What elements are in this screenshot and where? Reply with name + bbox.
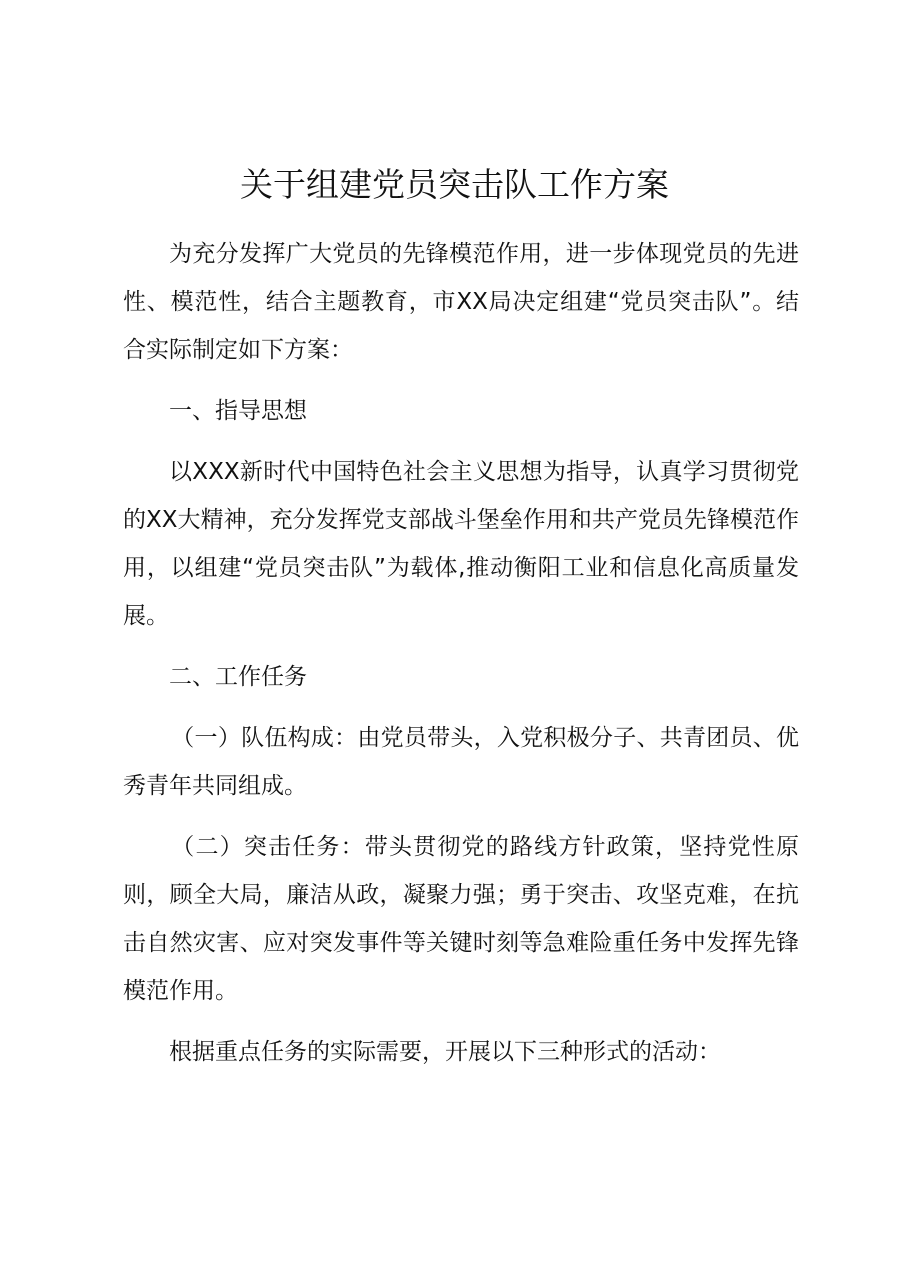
activities-intro-paragraph: 根据重点任务的实际需要，开展以下三种形式的活动： bbox=[169, 1039, 721, 1065]
paragraph-gap bbox=[123, 1015, 799, 1028]
paragraph-gap bbox=[123, 701, 799, 714]
section-heading-work-tasks: 二、工作任务 bbox=[169, 664, 307, 690]
document-body bbox=[123, 230, 799, 1076]
paragraph-gap bbox=[123, 374, 799, 387]
paragraph-gap bbox=[123, 640, 799, 653]
guiding-ideology-paragraph: 以XXX新时代中国特色社会主义思想为指导，认真学习贯彻党的XX大精神，充分发挥党支部战斗堡垒作用和共产党员先锋模范作用，以组建“党员突击队”为载体,推动衡阳工业和信息化高质量发展。 bbox=[123, 459, 799, 629]
team-composition-paragraph: （一）队伍构成：由党员带头，入党积极分子、共青团员、优秀青年共同组成。 bbox=[123, 725, 799, 799]
section-heading-guiding-ideology: 一、指导思想 bbox=[169, 398, 307, 424]
intro-paragraph: 为充分发挥广大党员的先锋模范作用，进一步体现党员的先进性、模范性，结合主题教育，市XX局决定组建“党员突击队”。结合实际制定如下方案： bbox=[123, 241, 799, 363]
paragraph-gap bbox=[123, 810, 799, 823]
assault-tasks-paragraph: （二）突击任务：带头贯彻党的路线方针政策，坚持党性原则，顾全大局，廉洁从政，凝聚力强；勇于突击、攻坚克难，在抗击自然灾害、应对突发事件等关键时刻等急难险重任务中发挥先锋模范作用。 bbox=[123, 834, 799, 1004]
document-title: 关于组建党员突击队工作方案 bbox=[240, 165, 669, 204]
paragraph-gap bbox=[123, 435, 799, 448]
